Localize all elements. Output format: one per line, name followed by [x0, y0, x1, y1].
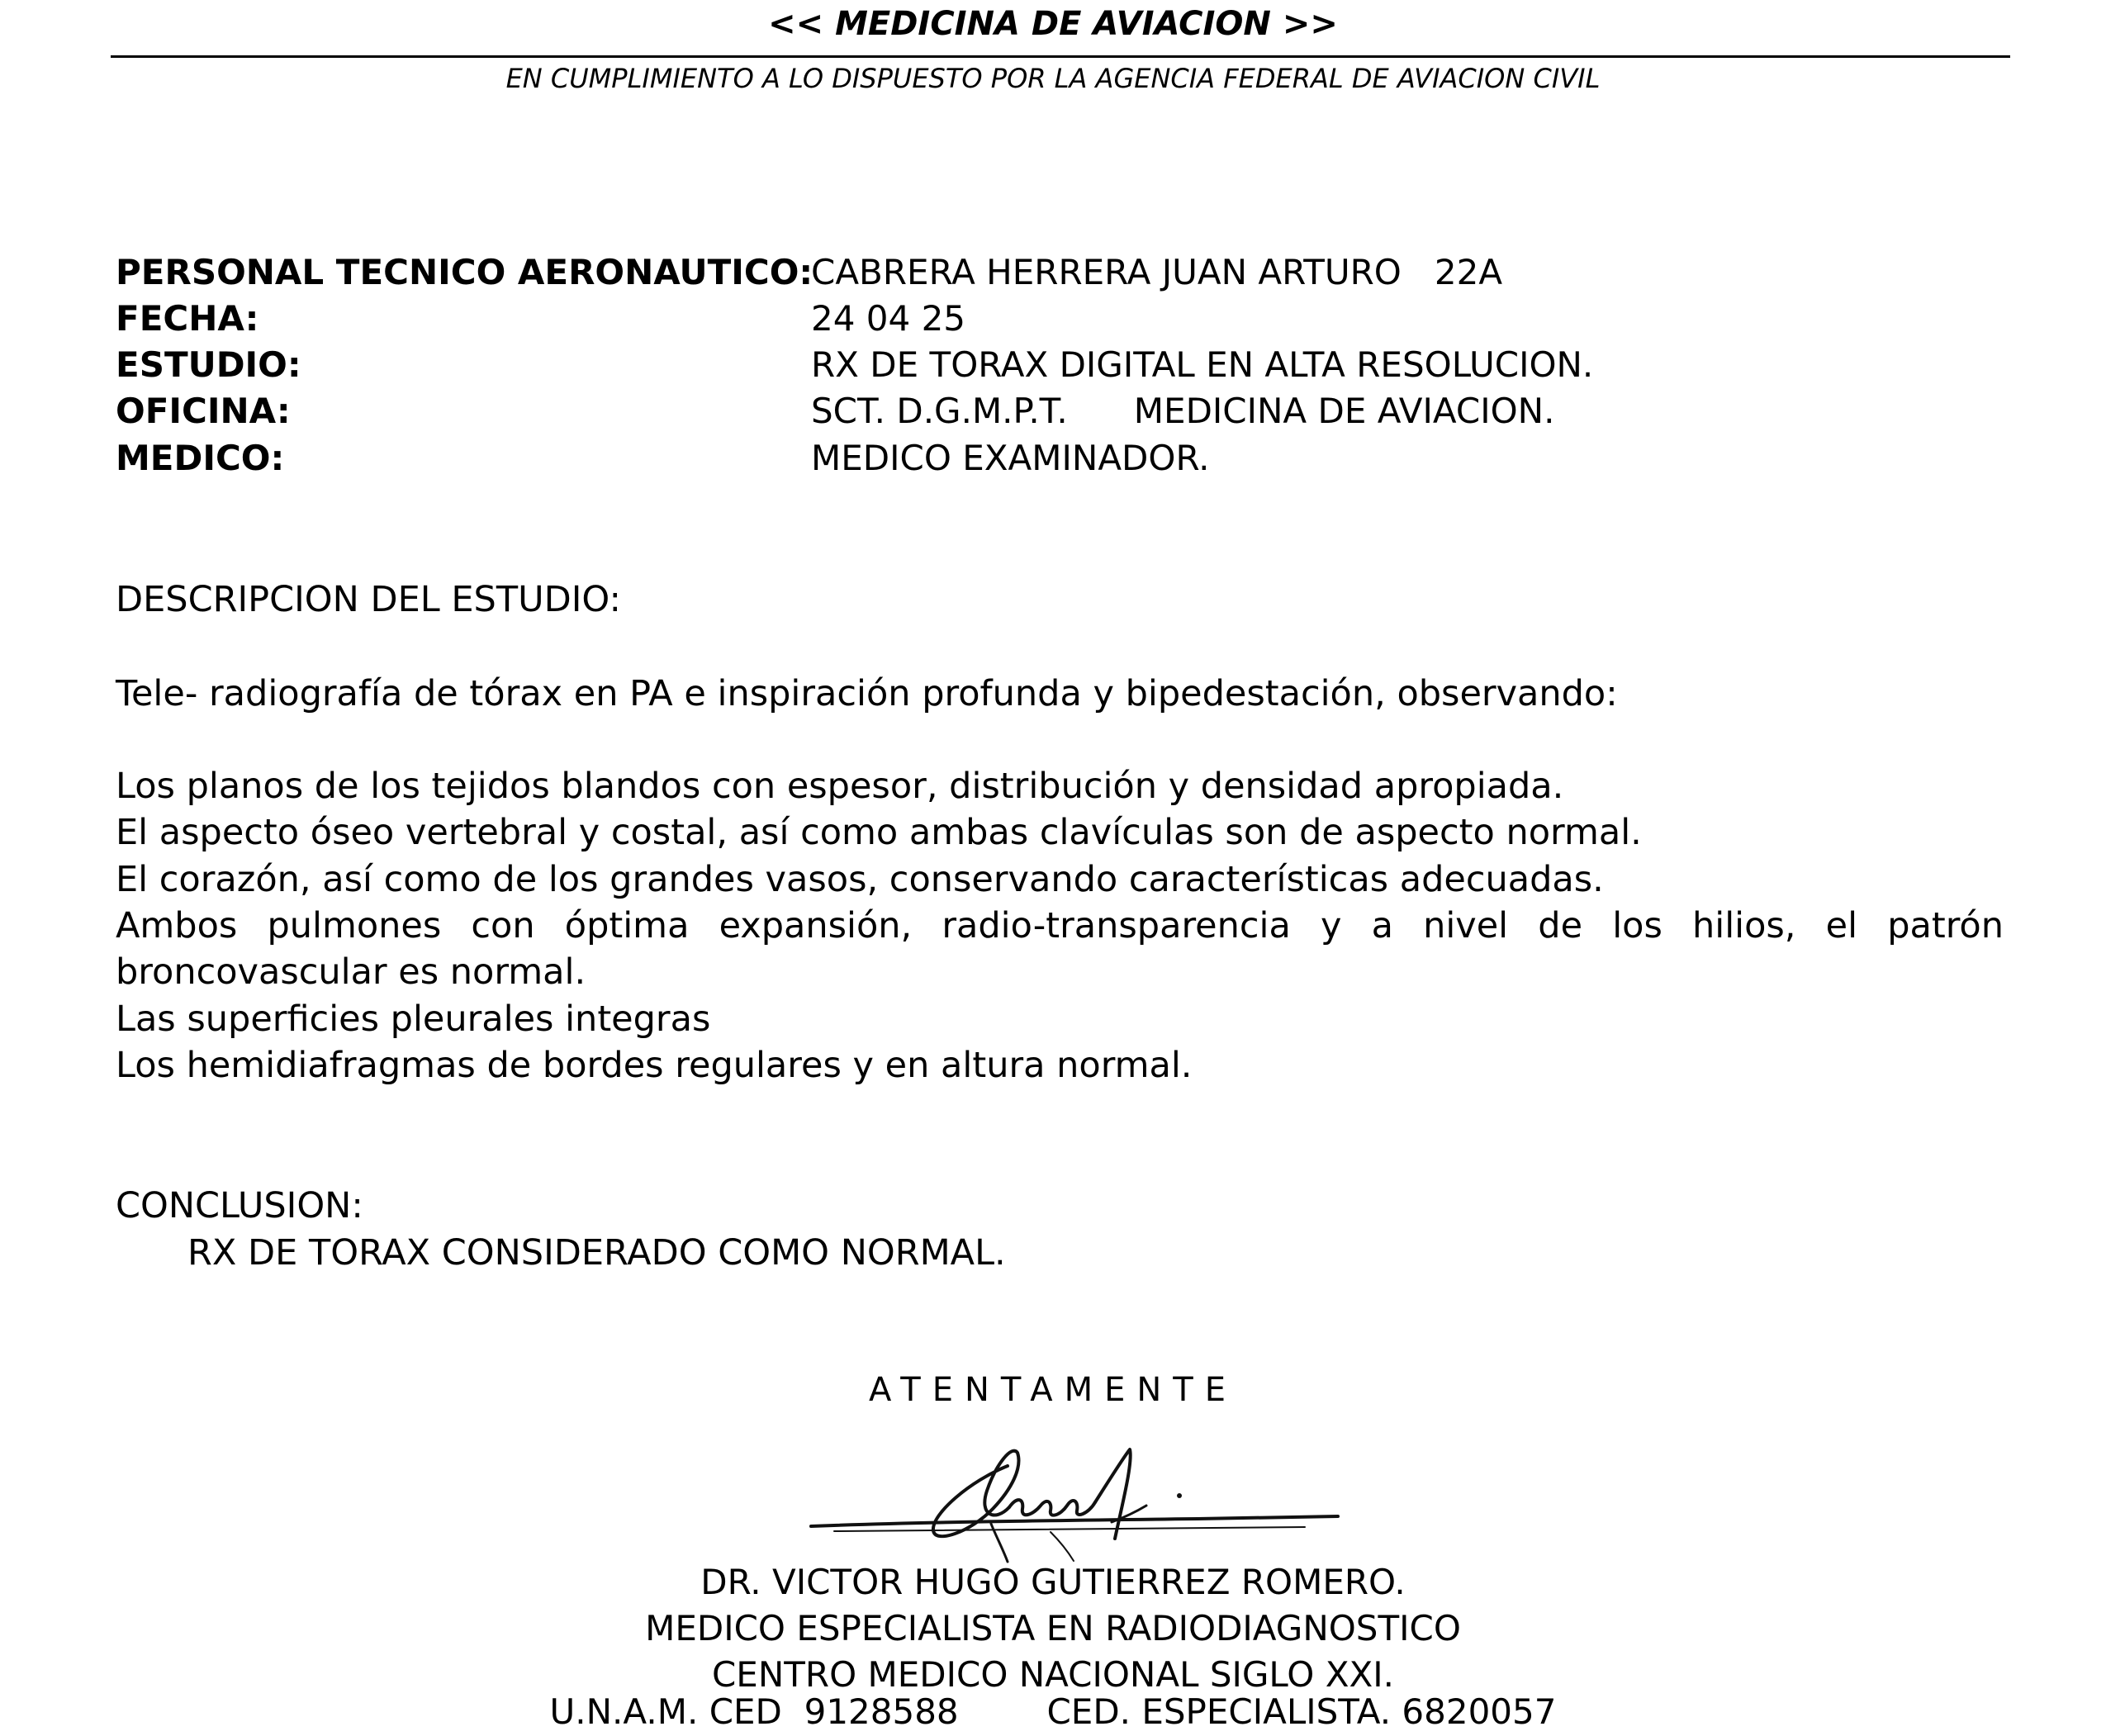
medico-label: MEDICO: [116, 438, 285, 478]
finding-bone: El aspecto óseo vertebral y costal, así como ambas clavículas son de aspecto normal. [116, 812, 1642, 853]
oficina-label: OFICINA: [116, 391, 291, 431]
fecha-label: FECHA: [116, 298, 259, 339]
finding-lungs: Ambos pulmones con óptima expansión, radio-transparencia y a nivel de los hilios, el patrón broncovascular es normal. [116, 905, 2004, 993]
fecha-value: 24 04 25 [811, 298, 966, 339]
signer-institution: CENTRO MEDICO NACIONAL SIGLO XXI. [711, 1654, 1395, 1695]
document-subtitle: EN CUMPLIMIENTO A LO DISPUESTO POR LA AGENCIA FEDERAL DE AVIACION CIVIL [505, 63, 1601, 94]
finding-pleura: Las superficies pleurales integras [116, 998, 711, 1040]
signer-name: DR. VICTOR HUGO GUTIERREZ ROMERO. [700, 1562, 1406, 1602]
personal-value: CABRERA HERRERA JUAN ARTURO 22A [811, 252, 1503, 292]
handwritten-signature [801, 1416, 1346, 1573]
signer-title: MEDICO ESPECIALISTA EN RADIODIAGNOSTICO [645, 1608, 1461, 1648]
finding-soft-tissue: Los planos de los tejidos blandos con espesor, distribución y densidad apropiada. [116, 766, 1564, 807]
finding-heart: El corazón, así como de los grandes vasos, conservando características adecuadas. [116, 859, 1604, 900]
medico-value: MEDICO EXAMINADOR. [811, 438, 1210, 478]
signer-credentials: U.N.A.M. CED 9128588 CED. ESPECIALISTA. 6820057 [549, 1691, 1557, 1732]
estudio-label: ESTUDIO: [116, 344, 301, 385]
personal-label: PERSONAL TECNICO AERONAUTICO: [116, 252, 813, 292]
conclusion-heading: CONCLUSION: [116, 1185, 363, 1226]
description-intro: Tele- radiografía de tórax en PA e inspiración profunda y bipedestación, observando: [116, 673, 1618, 714]
header-divider [111, 55, 2010, 58]
conclusion-text: RX DE TORAX CONSIDERADO COMO NORMAL. [187, 1232, 1006, 1274]
description-heading: DESCRIPCION DEL ESTUDIO: [116, 579, 621, 620]
estudio-value: RX DE TORAX DIGITAL EN ALTA RESOLUCION. [811, 344, 1594, 385]
finding-diaphragm: Los hemidiafragmas de bordes regulares y en altura normal. [116, 1045, 1193, 1086]
document-title: << MEDICINA DE AVIACION >> [768, 5, 1338, 43]
closing-text: ATENTAMENTE [869, 1371, 1237, 1409]
oficina-value: SCT. D.G.M.P.T. MEDICINA DE AVIACION. [811, 391, 1555, 431]
